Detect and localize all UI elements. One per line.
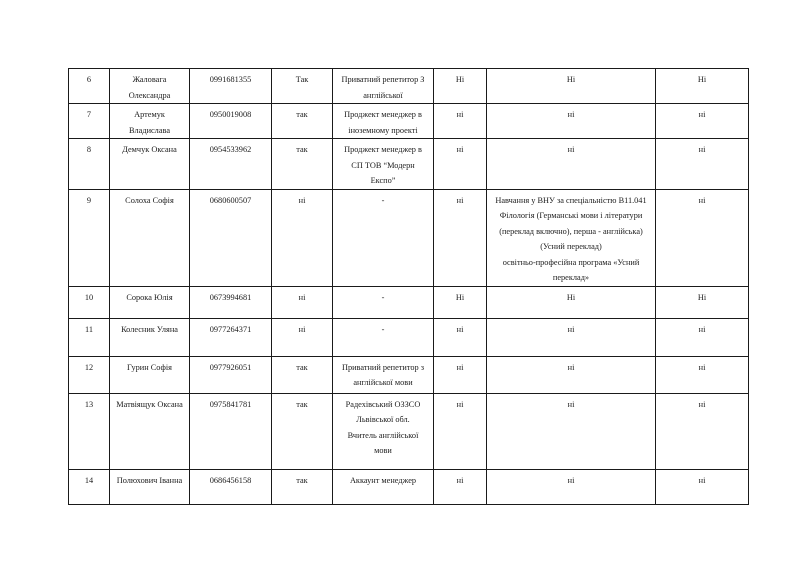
table-row — [69, 286, 749, 318]
cell-text-line: Приватний репетитор З — [341, 75, 425, 84]
cell-col-6: ні — [434, 469, 487, 504]
cell-phone: 0977264371 — [190, 318, 272, 356]
cell-phone: 0950019008 — [190, 104, 272, 139]
table-row — [69, 318, 749, 356]
cell-full-name: Солоха Софія — [110, 189, 190, 286]
table-row — [69, 356, 749, 393]
cell-education: ні — [487, 469, 656, 504]
cell-row-number: 12 — [69, 356, 110, 393]
cell-full-name: Гурин Софія — [110, 356, 190, 393]
cell-col-6: ні — [434, 393, 487, 469]
cell-full-name: Сорока Юлія — [110, 286, 190, 318]
cell-text-line: СП ТОВ “Модерн — [351, 160, 415, 170]
cell-workplace: - — [333, 318, 434, 356]
cell-text-line: Філологія (Германські мови і літератури — [499, 211, 643, 220]
cell-text-line: англійської — [363, 90, 403, 100]
cell-text-line: Проджект менеджер в — [344, 145, 422, 154]
table-row — [69, 104, 749, 139]
cell-phone: 0680600507 — [190, 189, 272, 286]
cell-education: ні — [487, 356, 656, 393]
cell-education: ні — [487, 104, 656, 139]
cell-text-line: Радехівський ОЗЗСО — [345, 399, 421, 409]
cell-phone: 0991681355 — [190, 69, 272, 104]
cell-employed: так — [272, 469, 333, 504]
cell-full-name: Колесник Уляна — [110, 318, 190, 356]
cell-row-number: 9 — [69, 189, 110, 286]
cell-education — [487, 189, 656, 286]
cell-col-8: ні — [656, 139, 749, 190]
cell-employed: ні — [272, 318, 333, 356]
cell-col-6: Ні — [434, 286, 487, 318]
table-row — [69, 393, 749, 469]
cell-employed: ні — [272, 189, 333, 286]
cell-col-6: Ні — [434, 69, 487, 104]
cell-workplace — [333, 393, 434, 469]
cell-workplace — [333, 104, 434, 139]
cell-row-number: 13 — [69, 393, 110, 469]
cell-col-6: ні — [434, 104, 487, 139]
cell-text-line: (Усний переклад) — [540, 242, 602, 251]
cell-text-line: мови — [374, 446, 392, 455]
cell-row-number: 7 — [69, 104, 110, 139]
cell-text-line: Владислава — [128, 125, 170, 135]
cell-phone: 0977926051 — [190, 356, 272, 393]
cell-education: ні — [487, 139, 656, 190]
cell-full-name: Демчук Оксана — [110, 139, 190, 190]
cell-phone: 0686456158 — [190, 469, 272, 504]
cell-employed: так — [272, 104, 333, 139]
cell-col-6: ні — [434, 139, 487, 190]
cell-col-8: ні — [656, 356, 749, 393]
cell-col-6: ні — [434, 318, 487, 356]
cell-education: ні — [487, 318, 656, 356]
cell-col-8: ні — [656, 189, 749, 286]
cell-employed: так — [272, 356, 333, 393]
cell-phone: 0975841781 — [190, 393, 272, 469]
cell-education: Ні — [487, 69, 656, 104]
cell-education: ні — [487, 393, 656, 469]
cell-row-number: 8 — [69, 139, 110, 190]
cell-text-line: переклад» — [552, 273, 590, 282]
cell-text-line: Експо” — [370, 176, 396, 185]
cell-text-line: Приватний репетитор з — [341, 362, 425, 372]
cell-full-name: Матвіящук Оксана — [110, 393, 190, 469]
cell-full-name — [110, 104, 190, 139]
cell-col-8: ні — [656, 104, 749, 139]
cell-text-line: Проджект менеджер в — [344, 110, 422, 119]
cell-phone: 0673994681 — [190, 286, 272, 318]
cell-workplace — [333, 356, 434, 393]
cell-text-line: освітньо-професійна програма «Усний — [502, 257, 640, 267]
cell-text-line: (переклад включно), перша - англійська) — [499, 226, 643, 236]
cell-col-6: ні — [434, 356, 487, 393]
cell-text-line: Артемук — [134, 110, 165, 119]
cell-workplace — [333, 69, 434, 104]
cell-text-line: Навчання у ВНУ за спеціальністю В11.041 — [495, 195, 647, 205]
cell-workplace: Аккаунт менеджер — [333, 469, 434, 504]
cell-col-8: Ні — [656, 286, 749, 318]
cell-text-line: Жаловага — [132, 75, 167, 84]
table-row — [69, 189, 749, 286]
cell-workplace — [333, 139, 434, 190]
cell-text-line: англійської мови — [353, 378, 413, 387]
cell-full-name: Полюхович Іванна — [110, 469, 190, 504]
cell-col-8: ні — [656, 393, 749, 469]
cell-text-line: Вчитель англійської — [347, 430, 419, 440]
cell-workplace: - — [333, 286, 434, 318]
cell-col-6: ні — [434, 189, 487, 286]
cell-text-line: Львівської обл. — [356, 415, 410, 424]
cell-text-line: іноземному проекті — [348, 125, 418, 135]
cell-text-line: Олександра — [128, 90, 171, 100]
cell-col-8: Ні — [656, 69, 749, 104]
cell-employed: ні — [272, 286, 333, 318]
cell-col-8: ні — [656, 318, 749, 356]
cell-workplace: - — [333, 189, 434, 286]
cell-phone: 0954533962 — [190, 139, 272, 190]
cell-row-number: 10 — [69, 286, 110, 318]
table-row — [69, 469, 749, 504]
cell-employed: так — [272, 139, 333, 190]
cell-row-number: 14 — [69, 469, 110, 504]
cell-row-number: 11 — [69, 318, 110, 356]
cell-col-8: ні — [656, 469, 749, 504]
cell-row-number: 6 — [69, 69, 110, 104]
table-row — [69, 139, 749, 190]
applicants-table — [68, 68, 749, 505]
cell-full-name — [110, 69, 190, 104]
table-row — [69, 69, 749, 104]
cell-employed: так — [272, 393, 333, 469]
cell-employed: Так — [272, 69, 333, 104]
cell-education: Ні — [487, 286, 656, 318]
